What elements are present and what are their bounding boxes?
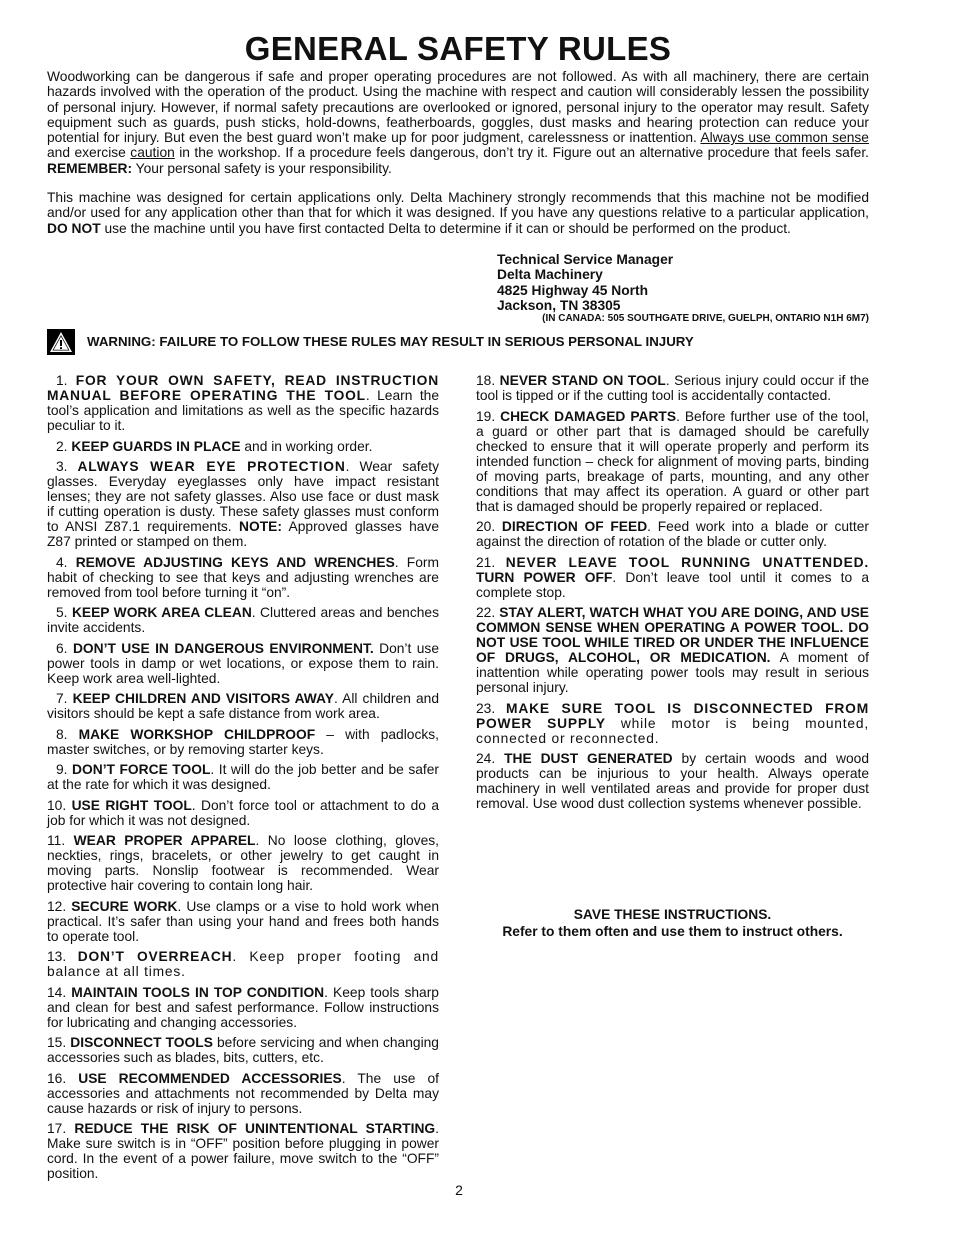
rule-1: 1. FOR YOUR OWN SAFETY, READ INSTRUCTION MANUAL BEFORE OPERATING THE TOOL. Learn the tool’s application and limitations as well as the specific hazards peculiar to it. (47, 373, 439, 433)
rule-2: 2. KEEP GUARDS IN PLACE and in working order. (56, 438, 373, 454)
rule-4: 4. REMOVE ADJUSTING KEYS AND WRENCHES. Form habit of checking to see that keys and adjusting wrenches are removed from tool before turning it “on”. (47, 554, 439, 600)
intro-paragraph-2: This machine was designed for certain applications only. Delta Machinery strongly recommends that this machine not be modified and/or used for any application other than that for which it was designed. If you have any questions relative to a particular application, DO NOT use the machine until you have first contacted Delta to determine if it can or should be performed on the product. (47, 190, 869, 236)
rule-12: 12. SECURE WORK. Use clamps or a vise to hold work when practical. It’s safer than using your hand and frees both hands to operate tool. (47, 898, 440, 944)
rule-23: 23. MAKE SURE TOOL IS DISCONNECTED FROM POWER SUPPLY while motor is being mounted, connected or reconnected. (476, 700, 869, 746)
rule-7: 7. KEEP CHILDREN AND VISITORS AWAY. All children and visitors should be kept a safe distance from work area. (47, 691, 439, 721)
rule-8: 8. MAKE WORKSHOP CHILDPROOF – with padlocks, master switches, or by removing starter keys. (47, 726, 440, 757)
rule-16: 16. USE RECOMMENDED ACCESSORIES. The use of accessories and attachments not recommended by Delta may cause hazards or risk of injury to persons. (47, 1070, 439, 1116)
rule-5: 5. KEEP WORK AREA CLEAN. Cluttered areas and benches invite accidents. (47, 605, 439, 635)
page-title: GENERAL SAFETY RULES (244, 30, 672, 67)
page (47, 30, 870, 1181)
rule-19: 19. CHECK DAMAGED PARTS. Before further use of the tool, a guard or other part that is damaged should be carefully checked to ensure that it will operate properly and perform its intended function – check for alignment of moving parts, binding of moving parts, breakage of parts, mounting, and any other conditions that may affect its operation. A guard or other part that is damaged should be properly repaired or replaced. (476, 408, 869, 514)
warning-triangle-icon (47, 329, 75, 355)
rule-9: 9. DON’T FORCE TOOL. It will do the job better and be safer at the rate for which it was designed. (47, 762, 439, 792)
contact-address: Technical Service Manager Delta Machinery 4825 Highway 45 North Jackson, TN 38305 (497, 251, 674, 314)
warning-banner (47, 329, 869, 355)
rule-14: 14. MAINTAIN TOOLS IN TOP CONDITION. Keep tools sharp and clean for best and safest performance. Follow instructions for lubricating and changing accessories. (47, 984, 439, 1030)
save-instructions: SAVE THESE INSTRUCTIONS. Refer to them often and use them to instruct others. (502, 907, 843, 939)
remember-label: REMEMBER: (47, 160, 133, 176)
rule-13: 13. DON’T OVERREACH. Keep proper footing and balance at all times. (47, 949, 439, 979)
rule-24: 24. THE DUST GENERATED by certain woods and wood products can be injurious to your health. Always operate machinery in well ventilated areas and provide for proper dust removal. Use wood dust collection systems whenever possible. (476, 751, 869, 811)
intro-paragraph-1: Woodworking can be dangerous if safe and proper operating procedures are not followed. As with all machinery, there are certain hazards involved with the operation of the product. Using the machine with respect and caution will considerably lessen the possibility of personal injury. However, if normal safety precautions are overlooked or ignored, personal injury to the operator may result. Safety equipment such as guards, push sticks, hold-downs, featherboards, goggles, dust masks and hearing protection can reduce your potential for injury. But even the best guard won’t make up for poor judgment, carelessness or inattention. Always use common sense and exercise caution in the workshop. If a procedure feels dangerous, don’t try it. Figure out an alternative procedure that feels safer. REMEMBER: Your personal safety is your responsibility. (47, 69, 870, 176)
rule-18: 18. NEVER STAND ON TOOL. Serious injury could occur if the tool is tipped or if the cutting tool is accidentally contacted. (476, 373, 869, 403)
rules-right-column (476, 373, 869, 817)
common-sense-underline: Always use common sense (700, 130, 869, 146)
page-number: 2 (455, 1182, 463, 1198)
rule-20: 20. DIRECTION OF FEED. Feed work into a blade or cutter against the direction of rotation of the blade or cutter only. (476, 519, 869, 549)
warning-text: WARNING: FAILURE TO FOLLOW THESE RULES MAY RESULT IN SERIOUS PERSONAL INJURY (87, 334, 694, 350)
rule-11: 11. WEAR PROPER APPAREL. No loose clothing, gloves, neckties, rings, bracelets, or other jewelry to get caught in moving parts. Nonslip footwear is recommended. Wear protective hair covering to contain long hair. (47, 833, 439, 893)
rule-15: 15. DISCONNECT TOOLS before servicing and when changing accessories such as blades, bits, cutters, etc. (47, 1035, 439, 1065)
rules-left-column (47, 373, 439, 1187)
rule-3: 3. ALWAYS WEAR EYE PROTECTION. Wear safety glasses. Everyday eyeglasses only have impact resistant lenses; they are not safety glasses. Also use face or dust mask if cutting operation is dusty. These safety glasses must conform to ANSI Z87.1 requirements. NOTE: Approved glasses have Z87 printed or stamped on them. (47, 459, 440, 549)
caution-underline: caution (130, 145, 175, 161)
rule-10: 10. USE RIGHT TOOL. Don’t force tool or attachment to do a job for which it was not designed. (47, 797, 439, 828)
rule-6: 6. DON’T USE IN DANGEROUS ENVIRONMENT. Don’t use power tools in damp or wet locations, or expose them to rain. Keep work area well-lighted. (47, 640, 439, 686)
rule-22: 22. STAY ALERT, WATCH WHAT YOU ARE DOING, AND USE COMMON SENSE WHEN OPERATING A POWER TOOL. DO NOT USE TOOL WHILE TIRED OR UNDER THE INFLUENCE OF DRUGS, ALCOHOL, OR MEDICATION. A moment of inattention while operating power tools may result in serious personal injury. (476, 605, 869, 695)
canada-address: (IN CANADA: 505 SOUTHGATE DRIVE, GUELPH, ONTARIO N1H 6M7) (542, 312, 869, 324)
rule-17: 17. REDUCE THE RISK OF UNINTENTIONAL STARTING. Make sure switch is in “OFF” position before plugging in power cord. In the event of a power failure, move switch to the “OFF” position. (47, 1121, 439, 1181)
do-not-label: DO NOT (47, 220, 101, 236)
rule-21: 21. NEVER LEAVE TOOL RUNNING UNATTENDED. TURN POWER OFF. Don’t leave tool until it comes to a complete stop. (476, 554, 869, 600)
